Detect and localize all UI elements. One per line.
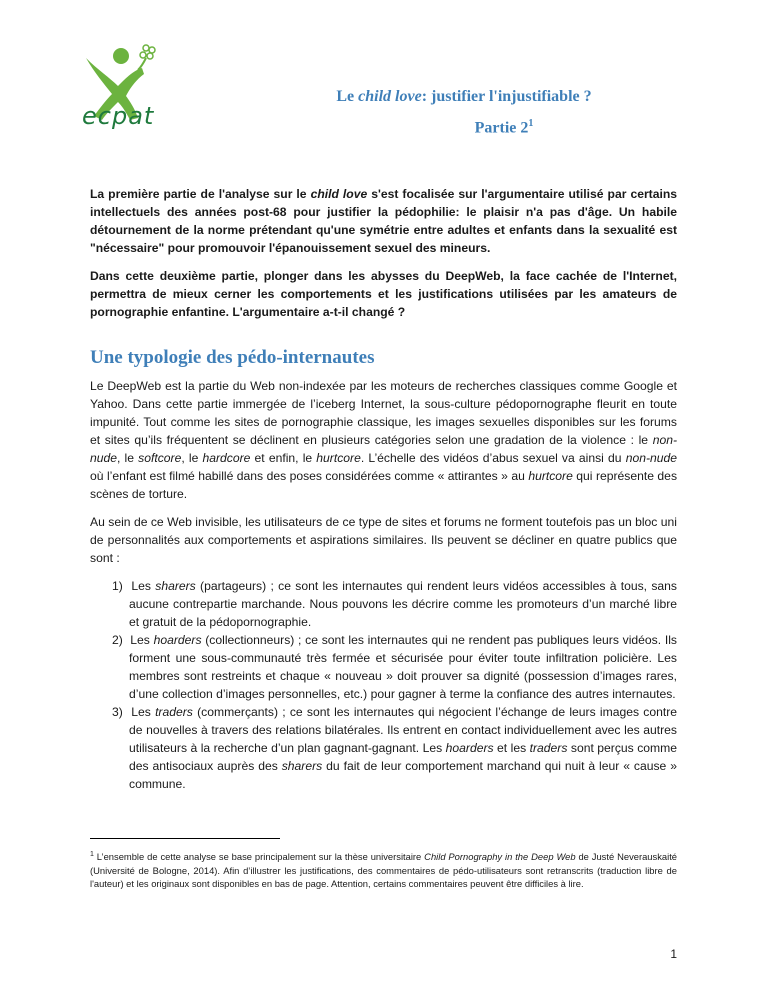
section-paragraph-2: Au sein de ce Web invisible, les utilisateurs de ce type de sites et forums ne forment toutefois pas un bloc uni de personnalités aux comportements et aspirations similaires. Ils peuvent se décliner en quatre publics que sont : bbox=[90, 515, 677, 565]
intro-p1-a: La première partie de l'analyse sur le bbox=[90, 187, 311, 201]
footnote-thesis-title: Child Pornography in the Deep Web bbox=[424, 851, 576, 863]
item-term: hoarders bbox=[153, 633, 202, 647]
subtitle-text: Partie 2 bbox=[474, 119, 529, 137]
s-p1-a: Le DeepWeb est la partie du Web non-indexée par les moteurs de recherches classiques comme Google et Yahoo. Dans cette partie immergée de l’iceberg Internet, la sous-culture pédopornographe fleurit en toute impunité. Tout comme les sites de pornographie classique, les images sexuelles disponibles sur les forums et sites qu’ils fréquentent se déclinent en plusieurs catégories selon une gradation de la violence : le bbox=[90, 379, 677, 447]
list-number: 1) bbox=[112, 579, 132, 593]
footnote-ref: 1 bbox=[528, 118, 534, 129]
list-item bbox=[112, 631, 677, 703]
item-pre: Les bbox=[131, 579, 156, 593]
flower-icon bbox=[138, 45, 155, 70]
item-text-3: sont perçus comme des antisociaux auprès des bbox=[129, 741, 678, 773]
footnote-text-a: L’ensemble de cette analyse se base principalement sur la thèse universitaire bbox=[93, 851, 425, 863]
footnote-divider bbox=[90, 838, 280, 839]
ecpat-wordmark: ecpat bbox=[82, 102, 155, 130]
footnote bbox=[90, 848, 677, 891]
item-text: (commerçants) ; ce sont les internautes qui négocient l’échange de leurs images contre de nouvelles à travers des relations bilatérales. Ils entrent en contact individuellement avec les autres utilisateurs à la recherche d’un plan gagnant-gagnant. Les bbox=[129, 705, 678, 755]
intro-p1-italic: child love bbox=[310, 187, 368, 201]
term-softcore: softcore bbox=[138, 451, 182, 465]
footnote-text-b: de Justé Neverauskaité (Université de Bologne, 2014). Afin d’illustrer les justifications, des commentaires de pédo-utilisateurs sont retranscrits (traduction libre de l'auteur) et les originaux sont disponibles en bas de page. Attention, certains commentaires peuvent être difficiles à lire. bbox=[90, 851, 678, 890]
item-text: (partageurs) ; ce sont les internautes qui rendent leurs vidéos accessibles à tous, sans aucune contrepartie marchande. Nous pouvons les décrire comme les promoteurs d’un marché libre et gratuit de la pédopornographie. bbox=[129, 579, 677, 629]
section-paragraph-1 bbox=[90, 377, 677, 503]
list-item bbox=[112, 703, 677, 793]
intro-p1-b: s'est focalisée sur l'argumentaire utilisé par certains intellectuels des années post-68 pour justifier la pédophilie: le plaisir n'a pas d'âge. Un habile détournement de la norme prétendant qu'une symétrie entre adultes et enfants dans la sexualité est "nécessaire" pour promouvoir l'épanouissement sexuel des mineurs. bbox=[90, 187, 678, 255]
s-p1-f: où l’enfant est filmé habillé dans des poses considérées comme « attirantes » au bbox=[90, 469, 529, 483]
term-hurtcore: hurtcore bbox=[316, 451, 361, 465]
list-number: 3) bbox=[112, 705, 132, 719]
title-prefix: Le bbox=[336, 88, 359, 105]
term-non-nude: non-nude bbox=[90, 433, 677, 465]
item-term-2: hoarders bbox=[445, 741, 494, 755]
term-non-nude-2: non-nude bbox=[625, 451, 677, 465]
item-pre: Les bbox=[130, 633, 154, 647]
section-heading: Une typologie des pédo-internautes bbox=[90, 347, 375, 368]
document-title bbox=[160, 88, 768, 106]
item-pre: Les bbox=[131, 705, 156, 719]
item-term: sharers bbox=[155, 579, 196, 593]
term-hardcore: hardcore bbox=[202, 451, 251, 465]
intro-paragraph-1 bbox=[90, 185, 677, 257]
s-p1-e: . L’échelle des vidéos d’abus sexuel va ainsi du bbox=[360, 451, 626, 465]
intro-paragraph-2: Dans cette deuxième partie, plonger dans les abysses du DeepWeb, la face cachée de l'Internet, permettra de mieux cerner les comportements et les justifications utilisées par les amateurs de pornographie enfantine. L'argumentaire a-t-il changé ? bbox=[90, 269, 677, 319]
document-body bbox=[90, 185, 677, 793]
s-p1-d: et enfin, le bbox=[250, 451, 317, 465]
item-term: traders bbox=[155, 705, 193, 719]
item-text-2: et les bbox=[493, 741, 530, 755]
item-term-4: sharers bbox=[281, 759, 323, 773]
page-number: 1 bbox=[670, 947, 677, 961]
document-subtitle bbox=[240, 118, 768, 137]
list-item bbox=[112, 577, 677, 631]
list-number: 2) bbox=[112, 633, 131, 647]
s-p1-g: qui représente des scènes de torture. bbox=[90, 469, 678, 501]
item-text-4: du fait de leur comportement marchand qui nuit à leur « cause » commune. bbox=[129, 759, 677, 791]
footnote-number: 1 bbox=[90, 851, 94, 858]
title-suffix: : justifier l'injustifiable ? bbox=[421, 88, 592, 105]
s-p1-c: , le bbox=[181, 451, 203, 465]
public-types-list bbox=[90, 577, 677, 793]
document-header bbox=[0, 88, 768, 137]
item-term-3: traders bbox=[529, 741, 568, 755]
title-italic: child love bbox=[358, 88, 422, 105]
item-text: (collectionneurs) ; ce sont les internautes qui ne rendent pas publiques leurs vidéos. Ils forment une sous-communauté très fermée et sécurisée pour éviter toute infiltration policière. Les membres sont restreints et chaque « nouveau » doit prouver sa dignité (possession d’images rares, d’une collection d’images personnelles, etc.) pour gagner à terme la confiance des autres internautes. bbox=[129, 633, 677, 701]
s-p1-b: , le bbox=[117, 451, 139, 465]
term-hurtcore-2: hurtcore bbox=[528, 469, 573, 483]
